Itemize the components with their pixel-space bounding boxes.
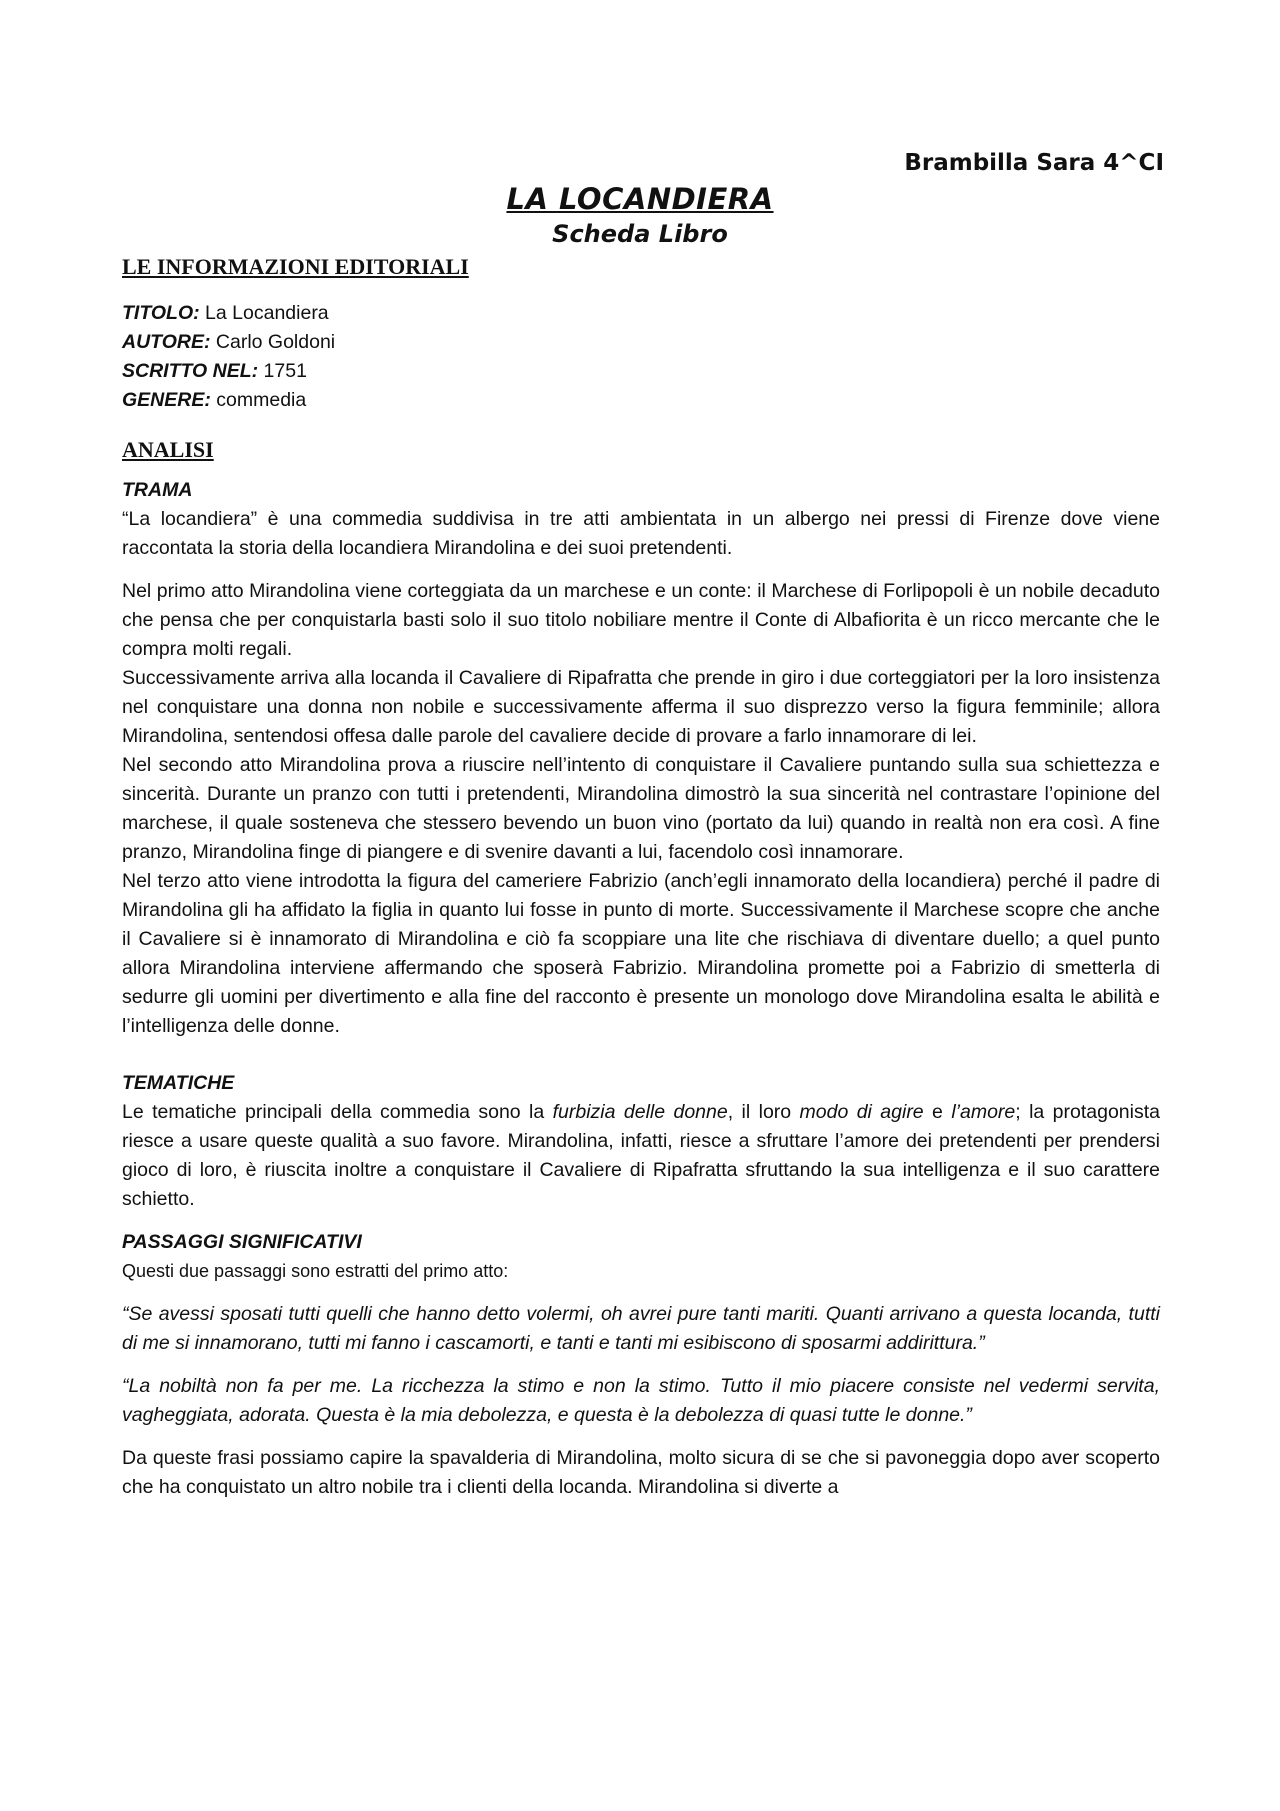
tematiche-emphasis: l’amore xyxy=(951,1101,1016,1123)
document-title: LA LOCANDIERA xyxy=(506,182,774,216)
trama-paragraph: “La locandiera” è una commedia suddivisa in tre atti ambientata in un albergo nei pressi di Firenze dove viene raccontata la storia della locandiera Mirandolina e dei suoi pretendenti. xyxy=(122,508,1160,559)
document-subtitle: Scheda Libro xyxy=(552,220,728,248)
tematiche-emphasis: modo di agire xyxy=(799,1101,924,1123)
author-name: Brambilla Sara 4^CI xyxy=(904,150,1164,176)
trama-paragraph: Nel primo atto Mirandolina viene corteggiata da un marchese e un conte: il Marchese di Forlipopoli è un nobile decaduto che pensa che per conquistarla basti solo il suo titolo nobiliare mentre il Conte di Albafiorita è un ricco mercante che le compra molti regali. xyxy=(122,580,1160,660)
info-value: La Locandiera xyxy=(199,302,329,324)
trama-paragraph: Nel terzo atto viene introdotta la figura del cameriere Fabrizio (anch’egli innamorato della locandiera) perché il padre di Mirandolina gli ha affidato la figlia in quanto lui fosse in punto di morte. Successivamente il Marchese scopre che anche il Cavaliere si è innamorato di Mirandolina e ciò fa scoppiare una lite che rischiava di diventare duello; a quel punto allora Mirandolina interviene affermando che sposerà Fabrizio. Mirandolina promette poi a Fabrizio di smetterla di sedurre gli uomini per divertimento e alla fine del racconto è presente un monologo dove Mirandolina esalta le abilità e l’intelligenza delle donne. xyxy=(122,870,1160,1037)
info-heading: LE INFORMAZIONI EDITORIALI xyxy=(122,254,469,279)
trama-heading: TRAMA xyxy=(122,479,193,501)
info-label: SCRITTO NEL: xyxy=(122,360,259,382)
info-label: AUTORE: xyxy=(122,331,211,353)
info-row-titolo xyxy=(122,299,1160,328)
info-value: 1751 xyxy=(258,360,307,382)
quote-paragraph: “Se avessi sposati tutti quelli che hanno detto volermi, oh avrei pure tanti mariti. Quanti arrivano a questa locanda, tutti di me si innamorano, tutti mi fanno i cascamorti, e tanti e tanti mi esibiscono di sposarmi addirittura.” xyxy=(122,1303,1160,1354)
tematiche-text: e xyxy=(923,1101,952,1123)
info-row-autore xyxy=(122,328,1160,357)
tematiche-paragraph xyxy=(122,1098,1160,1214)
trama-paragraph: Successivamente arriva alla locanda il Cavaliere di Ripafratta che prende in giro i due corteggiatori per la loro insistenza nel conquistare una donna non nobile e successivamente afferma il suo disprezzo verso la figura femminile; allora Mirandolina, sentendosi offesa dalle parole del cavaliere decide di provare a farlo innamorare di lei. xyxy=(122,667,1160,747)
info-row-genere xyxy=(122,386,1160,415)
info-value: commedia xyxy=(210,389,307,411)
info-list xyxy=(122,299,1160,415)
tematiche-text: ; la protagonista riesce a usare queste qualità a suo favore. Mirandolina, infatti, riesce a sfruttare l’amore dei pretendenti per prendersi gioco di loro, è riuscita inoltre a conquistare il Cavaliere di Ripafratta sfruttando la sua intelligenza e il suo carattere schietto. xyxy=(122,1101,1160,1210)
tematiche-heading: TEMATICHE xyxy=(122,1072,235,1094)
quote-paragraph: “La nobiltà non fa per me. La ricchezza la stimo e non la stimo. Tutto il mio piacere consiste nel vedermi servita, vagheggiata, adorata. Questa è la mia debolezza, e questa è la debolezza di quasi tutte le donne.” xyxy=(122,1375,1160,1426)
info-row-scritto xyxy=(122,357,1160,386)
tematiche-text: Le tematiche principali della commedia sono la xyxy=(122,1101,553,1123)
passaggi-paragraph: Da queste frasi possiamo capire la spavalderia di Mirandolina, molto sicura di se che si pavoneggia dopo aver scoperto che ha conquistato un altro nobile tra i clienti della locanda. Mirandolina si diverte a xyxy=(122,1447,1160,1498)
info-label: GENERE: xyxy=(122,389,211,411)
tematiche-text: , il loro xyxy=(727,1101,800,1123)
passaggi-intro: Questi due passaggi sono estratti del primo atto: xyxy=(122,1261,509,1281)
info-value: Carlo Goldoni xyxy=(210,331,336,353)
document-body xyxy=(122,252,1160,1502)
tematiche-emphasis: furbizia delle donne xyxy=(552,1101,728,1123)
analisi-heading: ANALISI xyxy=(122,437,214,462)
trama-paragraph: Nel secondo atto Mirandolina prova a riuscire nell’intento di conquistare il Cavaliere puntando sulla sua schiettezza e sincerità. Durante un pranzo con tutti i pretendenti, Mirandolina dimostrò la sua sincerità nel contrastare l’opinione del marchese, il quale sosteneva che stessero bevendo un buon vino (portato da lui) quando in realtà non era così. A fine pranzo, Mirandolina finge di piangere e di svenire davanti a lui, facendolo così innamorare. xyxy=(122,754,1160,863)
passaggi-heading: PASSAGGI SIGNIFICATIVI xyxy=(122,1231,362,1253)
info-label: TITOLO: xyxy=(122,302,200,324)
